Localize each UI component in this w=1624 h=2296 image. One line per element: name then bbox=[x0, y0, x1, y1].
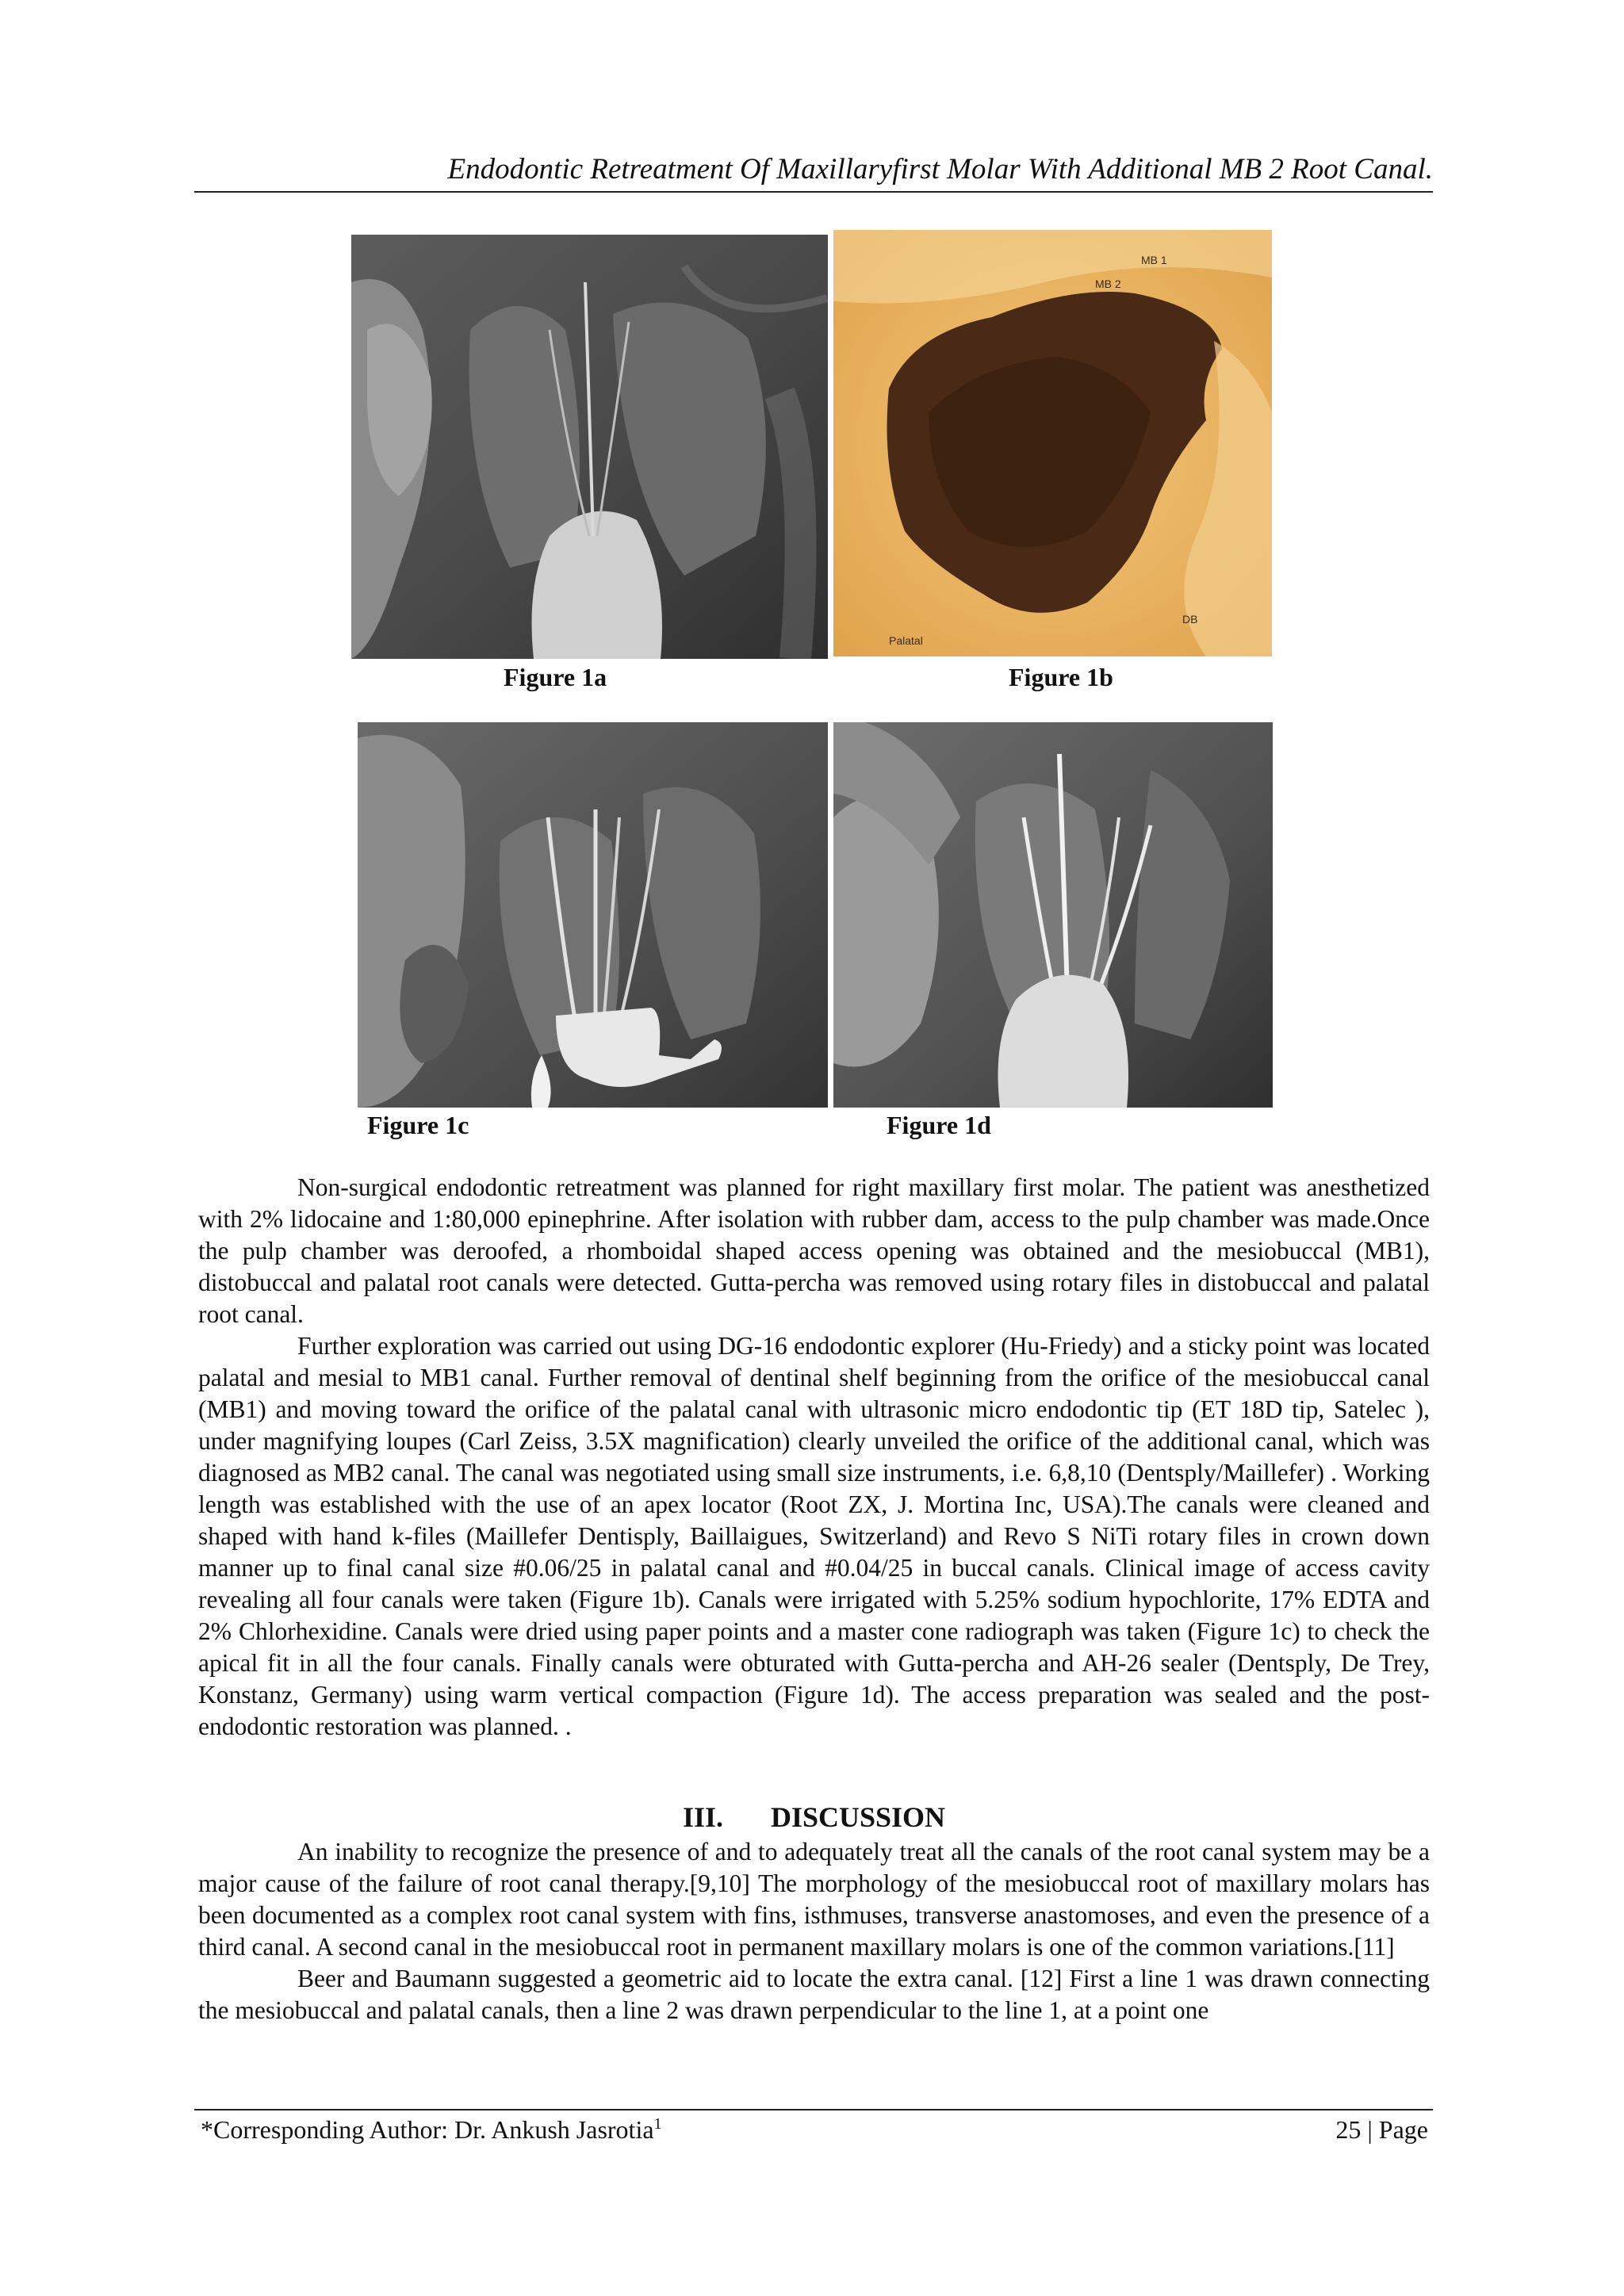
section-number: III. bbox=[682, 1801, 723, 1833]
author-superscript: 1 bbox=[653, 2115, 662, 2133]
label-palatal: Palatal bbox=[889, 634, 923, 647]
figure-1a-radiograph bbox=[351, 235, 828, 659]
label-db: DB bbox=[1182, 613, 1198, 626]
figure-1c-caption: Figure 1c bbox=[367, 1111, 469, 1139]
discussion-text bbox=[198, 1836, 1430, 2026]
footer-rule bbox=[194, 2109, 1433, 2110]
figure-1b-clinical-photo bbox=[833, 230, 1272, 656]
figure-1c-radiograph bbox=[358, 722, 828, 1108]
author-text: *Corresponding Author: Dr. Ankush Jasrotia bbox=[201, 2115, 654, 2144]
corresponding-author bbox=[201, 2112, 662, 2147]
figure-1d-radiograph bbox=[833, 722, 1273, 1108]
paragraph: Non-surgical endodontic retreatment was planned for right maxillary first molar. The patient was anesthetized with 2% lidocaine and 1:80,000 epinephrine. After isolation with rubber dam, access to the pulp chamber was made.Once the pulp chamber was deroofed, a rhomboidal shaped access opening was obtained and the mesiobuccal (MB1), distobuccal and palatal root canals were detected. Gutta-percha was removed using rotary files in distobuccal and palatal root canal. bbox=[198, 1173, 1430, 1328]
section-heading bbox=[198, 1800, 1430, 1835]
figure-1d-caption: Figure 1d bbox=[887, 1111, 991, 1139]
body-text bbox=[198, 1172, 1430, 1743]
page-number: 25 | Page bbox=[1335, 2115, 1428, 2144]
running-header: Endodontic Retreatment Of Maxillaryfirst Molar With Additional MB 2 Root Canal. bbox=[447, 153, 1433, 186]
figure-1b-caption: Figure 1b bbox=[1009, 663, 1113, 691]
header-rule bbox=[194, 191, 1433, 193]
section-title: DISCUSSION bbox=[770, 1801, 946, 1833]
paragraph: An inability to recognize the presence of and to adequately treat all the canals of the root canal system may be a major cause of the failure of root canal therapy.[9,10] The morphology of the mesiobuccal root of maxillary molars has been documented as a complex root canal system with fins, isthmuses, transverse anastomoses, and even the presence of a third canal. A second canal in the mesiobuccal root in permanent maxillary molars is one of the common variations.[11] bbox=[198, 1838, 1430, 1961]
paragraph: Further exploration was carried out using DG-16 endodontic explorer (Hu-Friedy) and a sticky point was located palatal and mesial to MB1 canal. Further removal of dentinal shelf beginning from the orifice of the mesiobuccal canal (MB1) and moving toward the orifice of the palatal canal with ultrasonic micro endodontic tip (ET 18D tip, Satelec ), under magnifying loupes (Carl Zeiss, 3.5X magnification) clearly unveiled the orifice of the additional canal, which was diagnosed as MB2 canal. The canal was negotiated using small size instruments, i.e. 6,8,10 (Dentsply/Maillefer) . Working length was established with the use of an apex locator (Root ZX, J. Mortina Inc, USA).The canals were cleaned and shaped with hand k-files (Maillefer Dentisply, Baillaigues, Switzerland) and Revo S NiTi rotary files in crown down manner up to final canal size #0.06/25 in palatal canal and #0.04/25 in buccal canals. Clinical image of access cavity revealing all four canals were taken (Figure 1b). Canals were irrigated with 5.25% sodium hypochlorite, 17% EDTA and 2% Chlorhexidine. Canals were dried using paper points and a master cone radiograph was taken (Figure 1c) to check the apical fit in all the four canals. Finally canals were obturated with Gutta-percha and AH-26 sealer (Dentsply, De Trey, Konstanz, Germany) using warm vertical compaction (Figure 1d). The access preparation was sealed and the post-endodontic restoration was planned. . bbox=[198, 1332, 1430, 1740]
figure-1a-caption: Figure 1a bbox=[504, 663, 607, 691]
label-mb1: MB 1 bbox=[1141, 254, 1167, 266]
label-mb2: MB 2 bbox=[1095, 277, 1121, 290]
paragraph: Beer and Baumann suggested a geometric aid to locate the extra canal. [12] First a line 1 was drawn connecting the mesiobuccal and palatal canals, then a line 2 was drawn perpendicular to the line 1, at a point one bbox=[198, 1965, 1430, 2024]
